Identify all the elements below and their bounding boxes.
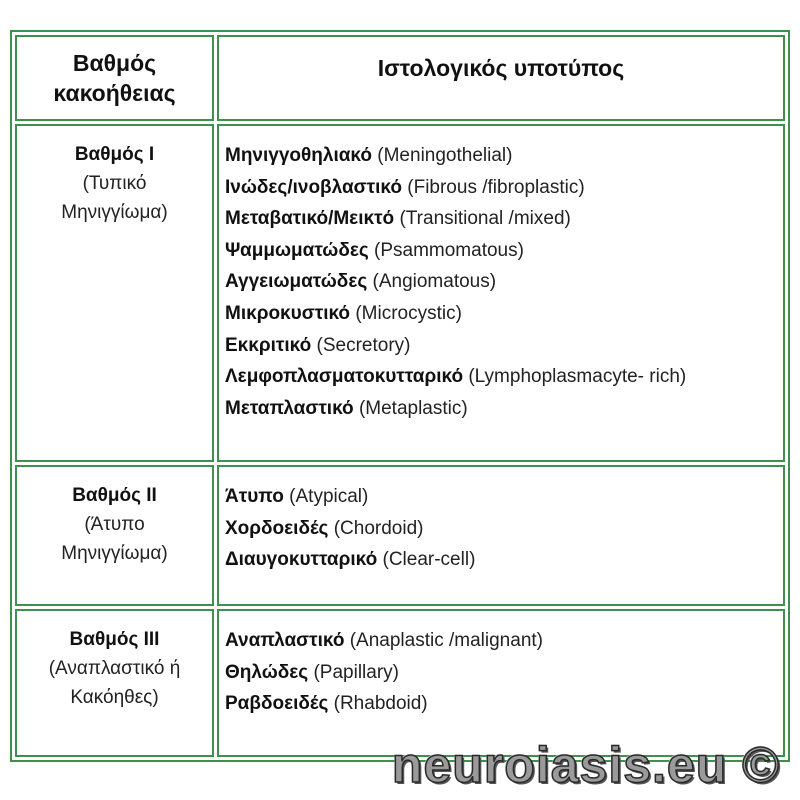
subtype-greek: Θηλώδες bbox=[225, 661, 309, 683]
grade-title: Βαθμός I bbox=[74, 144, 155, 165]
subtype-greek: Μεταβατικό/Μεικτό bbox=[225, 208, 395, 230]
grade-title: Βαθμός III bbox=[69, 629, 160, 650]
grade-cell-3 bbox=[15, 609, 214, 757]
subtype-item bbox=[225, 544, 783, 576]
subtype-english: (Angiomatous) bbox=[367, 271, 497, 293]
subtype-greek: Εκκριτικό bbox=[225, 334, 312, 356]
grade-description-line: (Τυπικό bbox=[82, 173, 147, 194]
subtype-item bbox=[225, 657, 783, 689]
table-grid bbox=[15, 35, 785, 757]
subtype-greek: Μεταπλαστικό bbox=[225, 397, 354, 419]
subtype-greek: Αναπλαστικό bbox=[225, 630, 345, 651]
subtype-cell-3 bbox=[217, 609, 785, 757]
header-grade-cell bbox=[15, 35, 214, 121]
subtype-english: (Clear-cell) bbox=[377, 549, 476, 571]
subtype-item bbox=[225, 481, 783, 513]
subtype-english: (Psammomatous) bbox=[368, 239, 524, 261]
subtype-greek: Λεμφοπλασματοκυτταρικό bbox=[225, 366, 464, 388]
header-subtype-label: Ιστολογικός υποτύπος bbox=[377, 55, 625, 81]
subtype-greek: Μηνιγγοθηλιακό bbox=[225, 145, 372, 166]
subtype-english: (Chordoid) bbox=[328, 517, 424, 539]
subtype-greek: Διαυγοκυτταρικό bbox=[225, 549, 378, 571]
grade-description-line: Μηνιγγίωμα) bbox=[61, 543, 168, 564]
site-watermark: neuroiasis.eu © bbox=[391, 737, 780, 793]
subtype-item bbox=[225, 688, 783, 720]
meningioma-grade-table bbox=[10, 30, 790, 762]
grade-cell-2 bbox=[15, 465, 214, 606]
subtype-item bbox=[225, 203, 783, 235]
subtype-greek: Ψαμμωματώδες bbox=[225, 239, 369, 261]
subtype-item bbox=[225, 393, 783, 425]
subtype-english: (Rhabdoid) bbox=[328, 693, 428, 715]
subtype-cell-2 bbox=[217, 465, 785, 606]
subtype-english: (Atypical) bbox=[283, 486, 369, 507]
subtype-item bbox=[225, 172, 783, 204]
grade-description-line: Μηνιγγίωμα) bbox=[61, 202, 168, 223]
subtype-cell-1 bbox=[217, 124, 785, 462]
subtype-item bbox=[225, 513, 783, 545]
header-subtype-cell bbox=[217, 35, 785, 121]
subtype-english: (Anaplastic /malignant) bbox=[344, 630, 543, 651]
header-grade-line: Βαθμός bbox=[72, 50, 157, 76]
subtype-greek: Άτυπο bbox=[225, 486, 284, 507]
header-grade-line: κακοήθειας bbox=[53, 80, 176, 106]
subtype-item bbox=[225, 330, 783, 362]
subtype-english: (Lymphoplasmacyte- rich) bbox=[463, 366, 687, 388]
subtype-item bbox=[225, 625, 783, 657]
grade-description-line: (Αναπλαστικό ή bbox=[48, 658, 181, 679]
subtype-english: (Metaplastic) bbox=[353, 397, 468, 419]
subtype-english: (Papillary) bbox=[308, 661, 400, 683]
subtype-item bbox=[225, 266, 783, 298]
subtype-english: (Secretory) bbox=[311, 334, 411, 356]
subtype-english: (Meningothelial) bbox=[372, 145, 513, 166]
grade-title: Βαθμός II bbox=[72, 485, 157, 506]
grade-cell-1 bbox=[15, 124, 214, 462]
subtype-item bbox=[225, 235, 783, 267]
subtype-item bbox=[225, 298, 783, 330]
subtype-item bbox=[225, 361, 783, 393]
subtype-greek: Αγγειωματώδες bbox=[225, 271, 368, 293]
subtype-greek: Ραβδοειδές bbox=[225, 693, 329, 715]
subtype-item bbox=[225, 140, 783, 172]
subtype-english: (Fibrous /fibroplastic) bbox=[401, 176, 585, 198]
grade-description-line: (Άτυπο bbox=[84, 514, 145, 535]
subtype-english: (Microcystic) bbox=[350, 302, 462, 324]
grade-description-line: Κακόηθες) bbox=[70, 687, 159, 708]
subtype-greek: Ινώδες/ινοβλαστικό bbox=[225, 176, 402, 198]
subtype-greek: Μικροκυστικό bbox=[225, 302, 351, 324]
subtype-english: (Transitional /mixed) bbox=[394, 208, 571, 230]
subtype-greek: Χορδοειδές bbox=[225, 517, 329, 539]
